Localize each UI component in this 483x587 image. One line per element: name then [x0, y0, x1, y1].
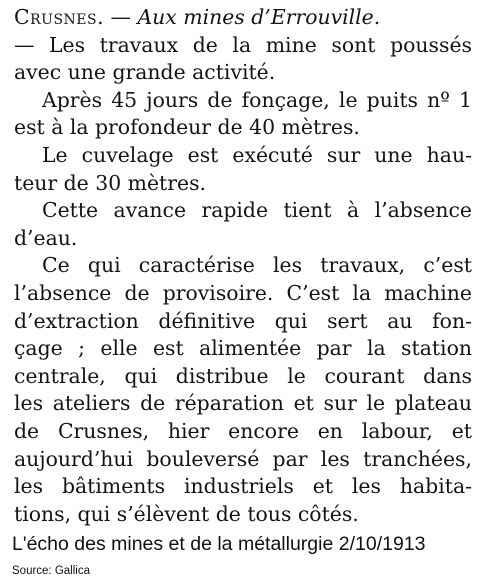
article-line: d’eau.	[14, 225, 78, 250]
article-line: l’absence de provisoire. C’est la machine	[14, 280, 472, 305]
article-line: tions, qui s’élèvent de tous côtés.	[14, 501, 359, 526]
article-line: Ce qui caractérise les travaux, c’est	[42, 253, 472, 278]
article-line: teur de 30 mètres.	[14, 170, 207, 195]
headline-title: Aux mines d’Errouville.	[137, 5, 381, 29]
headline-dash: —	[104, 5, 138, 29]
headline-place: Crusnes.	[14, 5, 105, 29]
source-credit: Source: Gallica	[12, 565, 90, 577]
article-line: Après 45 jours de fonçage, le puits nº 1	[42, 87, 472, 112]
article-line: les bâtiments industriels et les habita-	[14, 474, 472, 499]
article-line: Cette avance rapide tient à l’absence	[42, 198, 472, 223]
article-line: Le cuvelage est exécuté sur une hau-	[42, 142, 472, 167]
article-line: aujourd’hui bouleversé par les tranchées,	[14, 446, 472, 471]
article-line: çage ; elle est alimentée par la station	[14, 336, 472, 361]
publication-caption: L'écho des mines et de la métallurgie 2/10/1913	[12, 533, 426, 555]
article-line: d’extraction définitive qui sert au fon-	[14, 308, 472, 333]
article-line: est à la profondeur de 40 mètres.	[14, 115, 360, 140]
article-line: de Crusnes, hier encore en labour, et	[14, 418, 472, 443]
newspaper-clipping	[14, 4, 472, 528]
article-line: avec une grande activité.	[14, 60, 276, 85]
article-line: les ateliers de réparation et sur le plateau	[14, 391, 472, 416]
article-line: centrale, qui distribue le courant dans	[14, 363, 472, 388]
article-line: — Les travaux de la mine sont poussés	[14, 32, 472, 57]
article-headline	[14, 4, 472, 32]
